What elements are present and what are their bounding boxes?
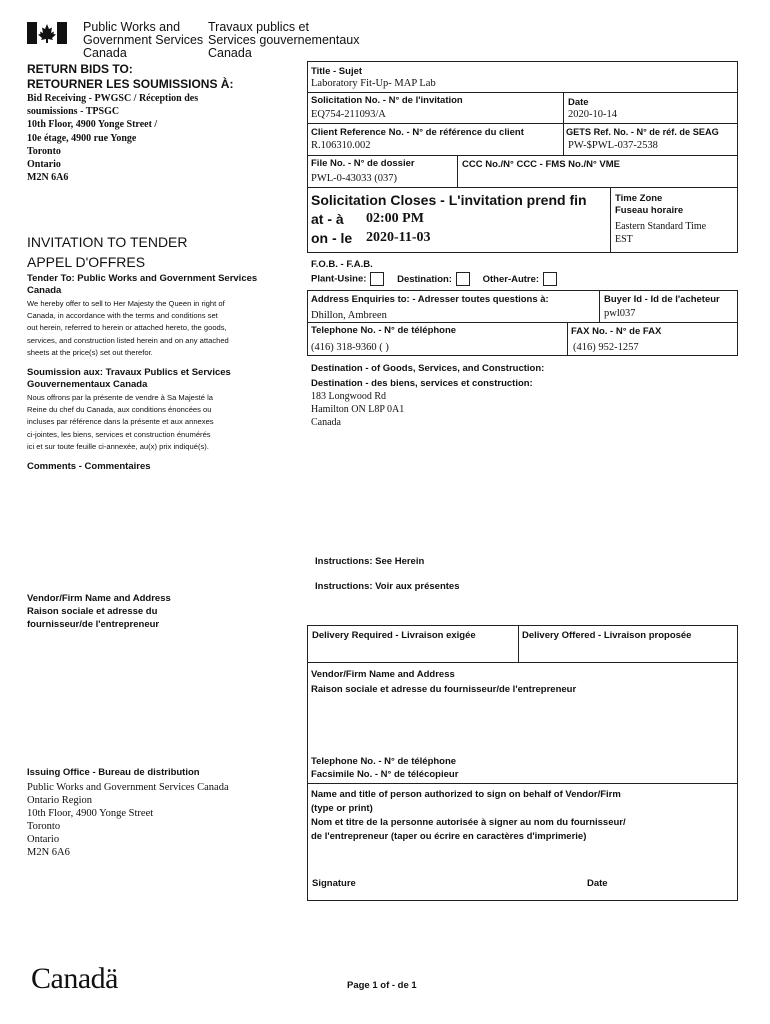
canada-flag-icon — [27, 22, 67, 44]
destination-address: 183 Longwood Rd Hamilton ON L8P 0A1 Canada — [311, 391, 405, 428]
fob-label: F.O.B. - F.A.B. — [311, 259, 373, 270]
date-label: Date — [568, 97, 589, 108]
authorized-person-label: Name and title of person authorized to sign on behalf of Vendor/Firm (type or print) Nom et titre de la personne autorisée à signer au nom du fournisseur/ de l'entrepreneur (taper ou écrire en caractères d'imprimerie) — [311, 789, 626, 842]
buyer-id-value: pwl037 — [604, 308, 636, 319]
solicitation-closes-label: Solicitation Closes - L'invitation prend fin — [311, 192, 587, 208]
buyer-id-label: Buyer Id - Id de l'acheteur — [604, 294, 720, 305]
file-no-label: File No. - N° de dossier — [311, 158, 415, 169]
closing-time-value: 02:00 PM — [366, 211, 424, 226]
divider — [307, 662, 738, 663]
destination-checkbox[interactable] — [456, 272, 470, 286]
return-bids-address: Bid Receiving - PWGSC / Réception des soumissions - TPSGC 10th Floor, 4900 Yonge Street / 10e étage, 4900 rue Yonge Toronto Ontario M2N 6A6 — [27, 93, 199, 184]
delivery-required-label: Delivery Required - Livraison exigée — [312, 630, 476, 641]
telephone-label: Telephone No. - N° de téléphone — [311, 325, 457, 336]
closing-date-value: 2020-11-03 — [366, 230, 431, 245]
solicitation-no-label: Solicitation No. - N° de l'invitation — [311, 95, 463, 106]
closing-at-label: at - à — [311, 211, 344, 227]
issuing-office-address: Public Works and Government Services Canada Ontario Region 10th Floor, 4900 Yonge Street Toronto Ontario M2N 6A6 — [27, 782, 229, 858]
file-no-value: PWL-0-43033 (037) — [311, 173, 398, 184]
vendor-telephone-label: Telephone No. - N° de téléphone Facsimile No. - N° de télécopieur — [311, 756, 459, 780]
date-value: 2020-10-14 — [568, 109, 617, 120]
closing-on-label: on - le — [311, 230, 353, 246]
vendor-firm-label: Vendor/Firm Name and Address Raison sociale et adresse du fournisseur/de l'entrepreneur — [311, 669, 577, 695]
divider — [307, 92, 738, 93]
comments-label: Comments - Commentaires — [27, 461, 151, 472]
instructions-fr: Instructions: Voir aux présentes — [315, 581, 460, 592]
client-reference-value: R.106310.002 — [311, 140, 371, 151]
divider — [307, 783, 738, 784]
issuing-office-label: Issuing Office - Bureau de distribution — [27, 767, 200, 778]
other-autre-checkbox[interactable] — [543, 272, 557, 286]
telephone-value: (416) 318-9360 ( ) — [311, 342, 389, 353]
fax-label: FAX No. - N° de FAX — [571, 326, 662, 337]
divider — [567, 322, 568, 356]
divider — [307, 155, 738, 156]
solicitation-no-value: EQ754-211093/A — [311, 109, 386, 120]
plant-usine-checkbox[interactable] — [370, 272, 384, 286]
fax-value: (416) 952-1257 — [573, 342, 639, 353]
instructions-en: Instructions: See Herein — [315, 556, 425, 567]
divider — [307, 123, 738, 124]
destination-label: Destination: — [397, 273, 452, 285]
vendor-firm-label-left: Vendor/Firm Name and Address Raison sociale et adresse du fournisseur/de l'entrepreneur — [27, 593, 171, 630]
divider — [518, 625, 519, 662]
ccc-no-label: CCC No./N° CCC - FMS No./N° VME — [462, 159, 621, 170]
signature-date-label: Date — [587, 878, 608, 889]
gets-ref-value: PW-$PWL-037-2538 — [568, 140, 658, 151]
title-value: Laboratory Fit-Up- MAP Lab — [311, 78, 436, 89]
time-zone-value: Eastern Standard Time EST — [615, 221, 707, 245]
delivery-offered-label: Delivery Offered - Livraison proposée — [522, 630, 692, 641]
divider — [307, 322, 738, 323]
fob-options — [311, 272, 557, 286]
department-name-en: Public Works and Government Services Canada — [83, 20, 204, 60]
signature-label: Signature — [312, 878, 356, 889]
client-reference-label: Client Reference No. - N° de référence du client — [311, 127, 524, 138]
divider — [563, 92, 564, 155]
tender-to-text: We hereby offer to sell to Her Majesty the Queen in right of Canada, in accordance with the terms and conditions set out herein, referred to herein or attached hereto, the goods, services, and construction listed herein and on any attached sheets at the price(s) set out therefor. — [27, 299, 229, 357]
divider — [610, 187, 611, 253]
time-zone-label: Time Zone Fuseau horaire — [615, 193, 684, 216]
return-bids-title: RETURN BIDS TO: RETOURNER LES SOUMISSIONS À: — [27, 62, 234, 91]
divider — [599, 290, 600, 322]
soumission-text: Nous offrons par la présente de vendre à Sa Majesté la Reine du chef du Canada, aux conditions énoncées ou incluses par référence dans la présente et aux annexes ci-jointes, les biens, services et construction énumérés ici et sur toute feuille ci-annexée, au(x) prix indiqué(s). — [27, 393, 214, 451]
tender-to-label: Tender To: Public Works and Government Services Canada — [27, 273, 258, 296]
address-enquiries-value: Dhillon, Ambreen — [311, 310, 387, 321]
gets-ref-label: GETS Ref. No. - N° de réf. de SEAG — [566, 127, 719, 137]
invitation-title: INVITATION TO TENDER APPEL D'OFFRES — [27, 234, 188, 270]
destination-goods-label: Destination - of Goods, Services, and Construction: Destination - des biens, services et construction: — [311, 363, 545, 389]
other-autre-label: Other-Autre: — [482, 273, 540, 285]
page-number: Page 1 of - de 1 — [347, 980, 417, 991]
title-label: Title - Sujet — [311, 66, 363, 77]
plant-usine-label: Plant-Usine: — [311, 273, 367, 285]
soumission-label: Soumission aux: Travaux Publics et Services Gouvernementaux Canada — [27, 367, 231, 390]
divider — [457, 155, 458, 187]
address-enquiries-label: Address Enquiries to: - Adresser toutes questions à: — [311, 294, 549, 305]
divider — [307, 187, 738, 188]
canada-wordmark: Canadä — [31, 962, 118, 995]
department-name-fr: Travaux publics et Services gouvernementaux Canada — [208, 20, 360, 60]
